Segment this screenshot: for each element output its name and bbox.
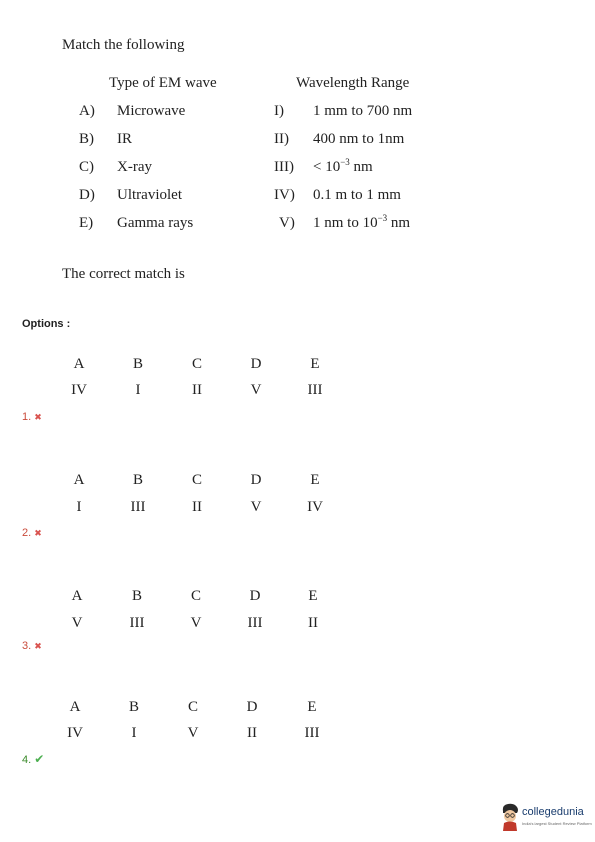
option-header: B xyxy=(132,472,144,488)
option-header: C xyxy=(191,472,203,488)
option-header: B xyxy=(128,699,140,715)
option-value: I xyxy=(131,725,137,741)
right-item-roman: III) xyxy=(274,159,294,175)
cross-icon: ✖ xyxy=(34,528,42,538)
logo-tagline: India's largest Student Review Platform xyxy=(522,821,592,826)
option-header: A xyxy=(73,356,85,372)
option-value: III xyxy=(304,725,320,741)
option-header: D xyxy=(249,588,261,604)
option-value: I xyxy=(135,382,141,398)
option-header: A xyxy=(73,472,85,488)
option-number: 1. ✖ xyxy=(22,411,42,423)
option-header: C xyxy=(191,356,203,372)
option-value: IV xyxy=(71,382,87,398)
left-item-letter: D) xyxy=(79,187,95,203)
option-value: V xyxy=(187,725,199,741)
right-item-range: < $10^{-3}$ nm xyxy=(313,157,373,175)
option-value: V xyxy=(250,499,262,515)
collegedunia-logo xyxy=(500,803,592,833)
option-value: III xyxy=(130,499,146,515)
option-header: B xyxy=(132,356,144,372)
option-value: V xyxy=(190,615,202,631)
option-value: III xyxy=(307,382,323,398)
right-item-roman: I) xyxy=(274,103,284,119)
logo-wordmark: collegedunia xyxy=(522,806,584,818)
option-value: II xyxy=(192,499,202,515)
cross-icon: ✖ xyxy=(34,412,42,422)
option-number: 2. ✖ xyxy=(22,527,42,539)
option-header: E xyxy=(310,356,320,372)
left-item-label: Gamma rays xyxy=(117,215,194,231)
left-item-label: X-ray xyxy=(117,159,152,175)
option-header: D xyxy=(250,356,262,372)
left-item-letter: C) xyxy=(79,159,94,175)
right-item-range: 0.1 m to 1 mm xyxy=(313,187,401,203)
cross-icon: ✖ xyxy=(34,641,42,651)
option-value: II xyxy=(192,382,202,398)
option-header: C xyxy=(190,588,202,604)
left-item-label: Ultraviolet xyxy=(117,187,182,203)
option-value: III xyxy=(247,615,263,631)
right-item-range: 400 nm to 1nm xyxy=(313,131,405,147)
right-item-roman: V) xyxy=(279,215,295,231)
mascot-icon xyxy=(500,803,520,831)
option-number: 4. ✔ xyxy=(22,752,45,766)
left-column-header: Type of EM wave xyxy=(109,75,217,91)
right-item-range: 1 nm to $10^{-3}$ nm xyxy=(313,213,411,231)
right-column-header: Wavelength Range xyxy=(296,75,410,91)
option-value: IV xyxy=(67,725,83,741)
option-value: III xyxy=(129,615,145,631)
left-item-letter: E) xyxy=(79,215,94,231)
left-item-label: IR xyxy=(117,131,132,147)
option-value: IV xyxy=(307,499,323,515)
option-value: V xyxy=(250,382,262,398)
option-header: A xyxy=(71,588,83,604)
question-prompt: The correct match is xyxy=(62,266,185,282)
option-header: E xyxy=(308,588,318,604)
option-header: E xyxy=(307,699,317,715)
option-header: E xyxy=(310,472,320,488)
right-item-range: 1 mm to 700 nm xyxy=(313,103,413,119)
left-item-label: Microwave xyxy=(117,103,186,119)
option-header: D xyxy=(250,472,262,488)
option-header: A xyxy=(69,699,81,715)
option-value: V xyxy=(71,615,83,631)
right-item-roman: II) xyxy=(274,131,289,147)
question-intro: Match the following xyxy=(62,37,185,53)
left-item-letter: A) xyxy=(79,103,95,119)
option-number: 3. ✖ xyxy=(22,640,42,652)
check-icon: ✔ xyxy=(34,752,45,766)
option-value: II xyxy=(247,725,257,741)
option-header: B xyxy=(131,588,143,604)
left-item-letter: B) xyxy=(79,131,94,147)
option-header: C xyxy=(187,699,199,715)
option-header: D xyxy=(246,699,258,715)
options-label: Options : xyxy=(22,318,71,330)
option-value: I xyxy=(76,499,82,515)
right-item-roman: IV) xyxy=(274,187,295,203)
option-value: II xyxy=(308,615,318,631)
